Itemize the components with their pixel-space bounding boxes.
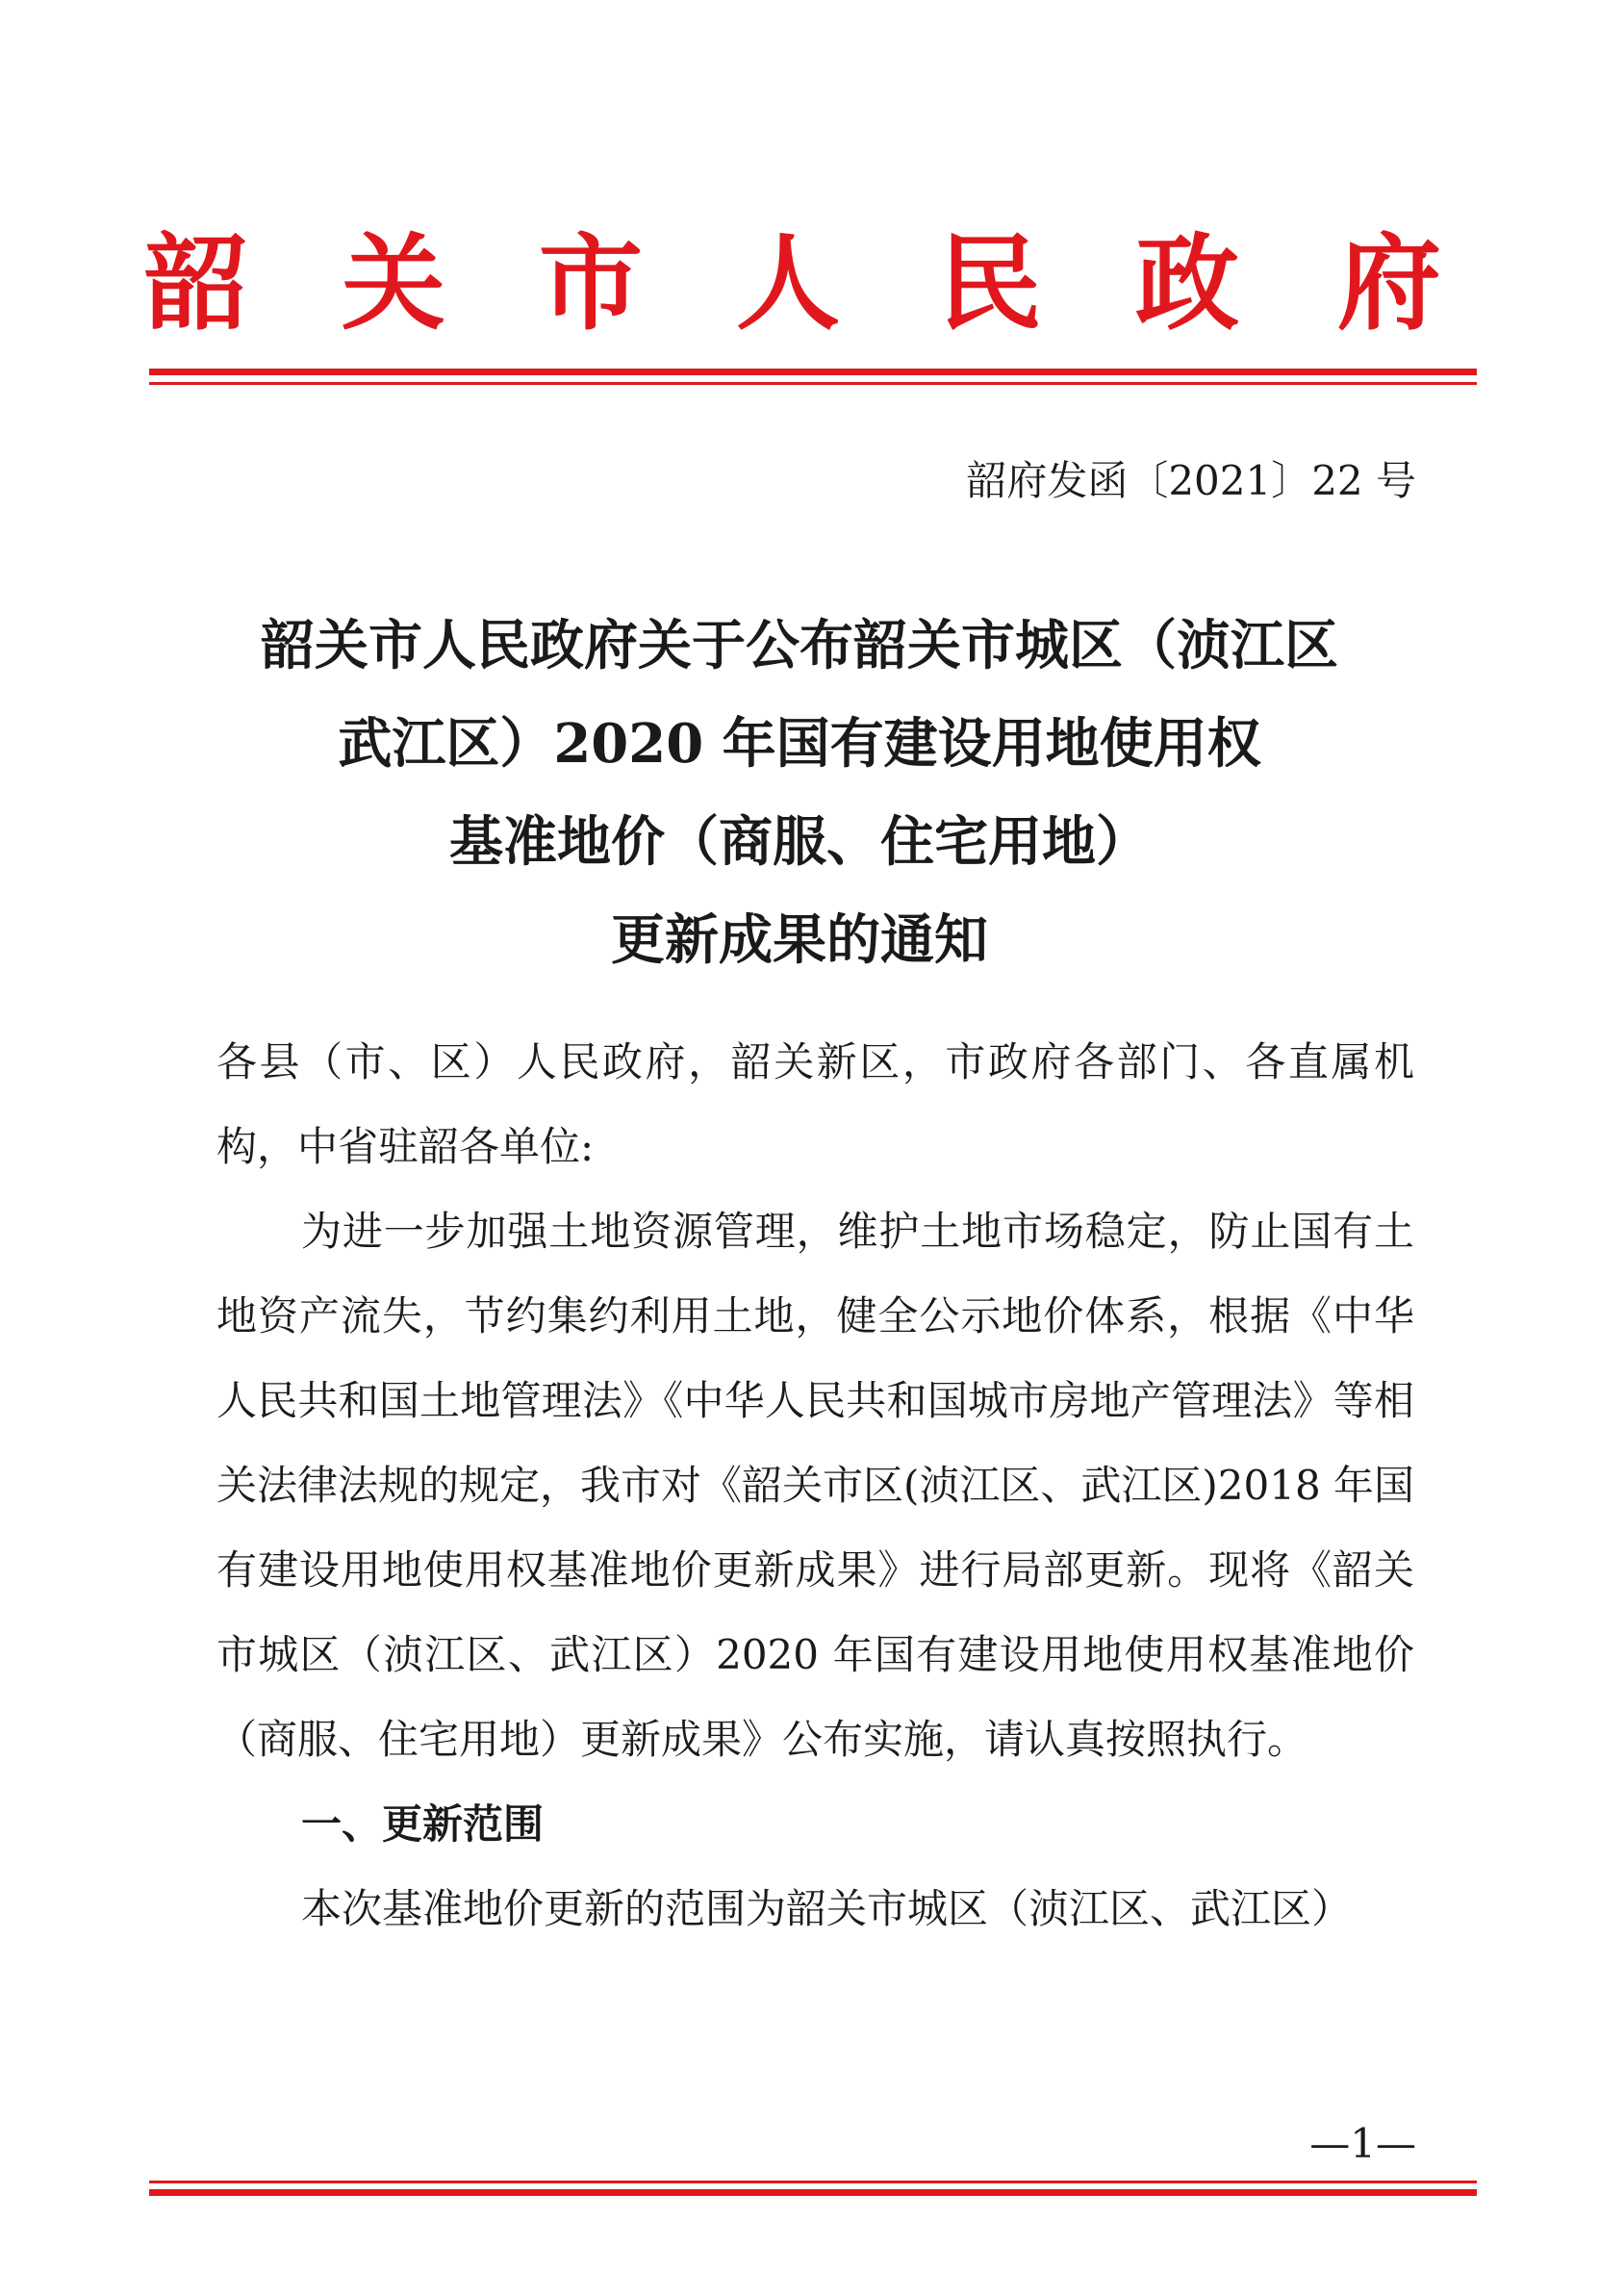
issuer-header-char: 韶 (144, 223, 249, 344)
document-number: 韶府发函〔2021〕22 号 (966, 457, 1416, 504)
header-rule-thin (149, 382, 1477, 385)
title-line: 更新成果的通知 (611, 908, 988, 972)
footer-rule-thick (149, 2189, 1477, 2196)
body-paragraph: 本次基准地价更新的范围为韶关市城区（浈江区、武江区） (301, 1885, 1353, 1932)
body-paragraph: 为进一步加强土地资源管理，维护土地市场稳定，防止国有土地资产流失，节约集约利用土地，健全公示地价体系，根据《中华人民共和国土地管理法》《中华人民共和国城市房地产管理法》等相关法律法规的规定，我市对《韶关市区(浈江区、武江区)2018 年国有建设用地使用权基准地价更新成果》进行局部更新。现将《韶关市城区（浈江区、武江区）2020 年国有建设用地使用权基准地价（商服、住宅用地）更新成果》公布实施，请认真按照执行。 (216, 1208, 1415, 1763)
page-number: —1— (1309, 2120, 1416, 2167)
issuer-header-char: 关 (342, 223, 446, 344)
title-line: 基准地价（商服、住宅用地） (449, 810, 1150, 874)
footer-rule-thin (149, 2181, 1477, 2183)
issuer-header-char: 府 (1337, 223, 1442, 344)
issuer-header-char: 民 (938, 223, 1043, 344)
issuer-header-char: 政 (1135, 223, 1240, 344)
document-title (96, 597, 1503, 989)
issuer-header-char: 市 (539, 223, 644, 344)
issuer-header-char: 人 (736, 223, 841, 344)
header-rule-thick (149, 369, 1477, 375)
title-line: 韶关市人民政府关于公布韶关市城区（浈江区 (261, 614, 1338, 677)
recipients: 各县（市、区）人民政府，韶关新区，市政府各部门、各直属机构，中省驻韶各单位: (216, 1038, 1414, 1170)
title-line: 武江区）2020 年国有建设用地使用权 (338, 712, 1261, 776)
document-body (216, 1020, 1414, 1952)
section-heading: 一、更新范围 (301, 1800, 545, 1848)
